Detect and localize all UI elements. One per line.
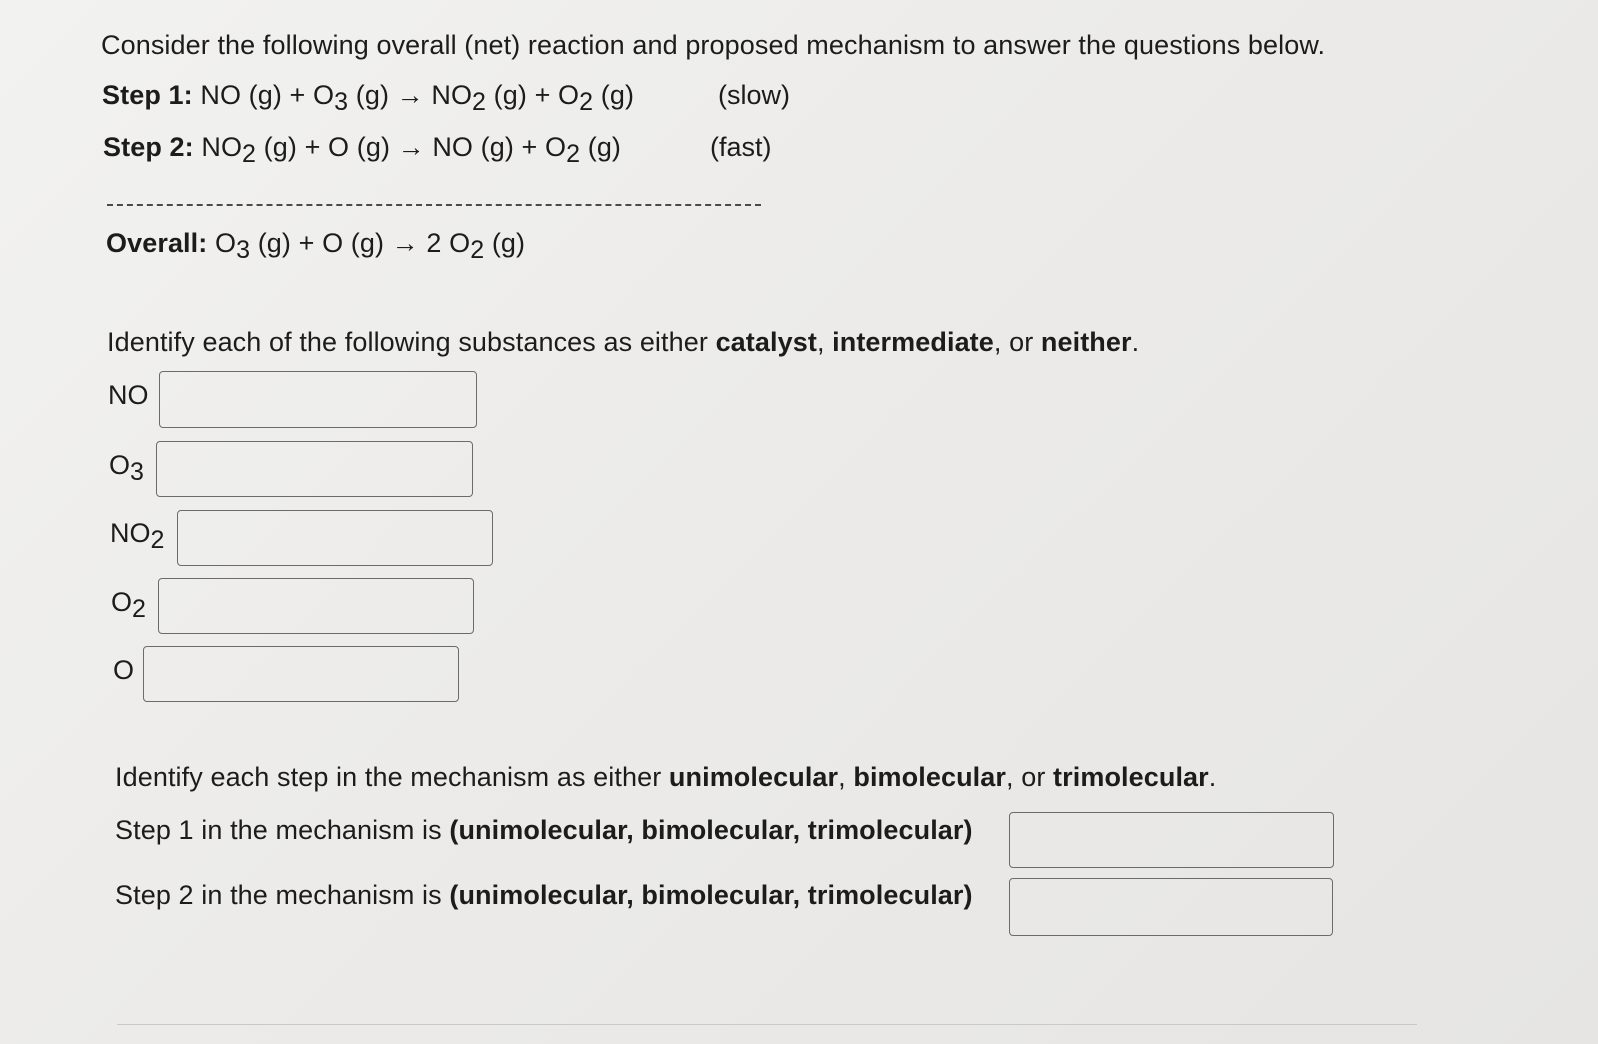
question2-prompt [115,762,1216,793]
answer-input-step2[interactable] [1009,878,1333,936]
step2-sub: 2 [242,140,257,168]
step1-part: (g) → NO [348,80,473,110]
bottom-divider [117,1024,1417,1025]
step1-question-text: Step 1 in the mechanism is [115,815,450,845]
substance-label-o: O [113,655,135,685]
overall-part: (g) + O (g) → 2 O [250,228,471,258]
substance-label-no: NO [108,380,149,410]
step2-equation: Step 2: NO2 (g) + O (g) → NO (g) + O2 (g) [103,132,622,168]
step1-part: NO (g) + O [200,80,335,110]
substance-label-no2 [110,518,165,554]
question1-prompt [107,327,1139,358]
q2-text: , [838,762,854,792]
overall-label: Overall [106,228,199,258]
q2-text: , or [1006,762,1054,792]
step1-question [115,815,973,846]
step1-sub: 2 [579,88,594,116]
overall-sub: 2 [470,236,485,264]
answer-input-no2[interactable] [177,510,493,566]
o2-sub: 2 [132,595,146,623]
no2-sub: 2 [150,526,165,554]
step2-part: (g) [580,132,622,162]
step2-part: NO [201,132,243,162]
q2-text: . [1208,762,1217,792]
step2-question-text: Step 2 in the mechanism is [115,880,450,910]
o2-base: O [111,587,133,617]
q1-option: intermediate [832,327,994,357]
step2-sub: 2 [566,140,581,168]
substance-label-o3 [109,450,144,486]
intro-text: Consider the following overall (net) reaction and proposed mechanism to answer the questions below. [101,30,1326,60]
dashed-divider [107,204,761,206]
answer-input-o2[interactable] [158,578,474,634]
step2-part: (g) + O (g) → NO (g) + O [256,132,567,162]
step1-part: (g) + O [486,80,580,110]
overall-part: O [214,228,237,258]
q2-option: unimolecular [668,762,839,792]
answer-input-o[interactable] [143,646,459,702]
step2-question-choices: (unimolecular, bimolecular, trimolecular) [449,880,973,910]
overall-sub: 3 [236,236,251,264]
no2-base: NO [110,518,151,548]
q2-option: trimolecular [1053,762,1209,792]
step1-question-choices: (unimolecular, bimolecular, trimolecular) [449,815,973,845]
overall-equation: Overall: O3 (g) + O (g) → 2 O2 (g) [106,228,526,264]
q1-text: Identify each of the following substances as either [107,327,716,357]
step1-sub: 2 [472,88,487,116]
step2-label: Step 2 [103,132,185,162]
o3-sub: 3 [130,458,144,486]
step1-sub: 3 [334,88,349,116]
q1-text: . [1131,327,1140,357]
q1-option: neither [1040,327,1132,357]
answer-input-step1[interactable] [1009,812,1334,868]
step1-equation: Step 1: NO (g) + O3 (g) → NO2 (g) + O2 (g) [102,80,635,116]
q2-text: Identify each step in the mechanism as either [115,762,669,792]
step2-question [115,880,973,911]
step1-part: (g) [593,80,635,110]
q2-option: bimolecular [853,762,1007,792]
overall-part: (g) [484,228,526,258]
q1-option: catalyst [715,327,817,357]
answer-input-no[interactable] [159,371,477,428]
answer-input-o3[interactable] [156,441,473,497]
step2-rate: (fast) [710,132,772,162]
q1-text: , or [993,327,1041,357]
step1-label: Step 1 [102,80,184,110]
substance-label-o2 [111,587,146,623]
q1-text: , [816,327,833,357]
step1-rate: (slow) [718,80,790,110]
o3-base: O [109,450,131,480]
